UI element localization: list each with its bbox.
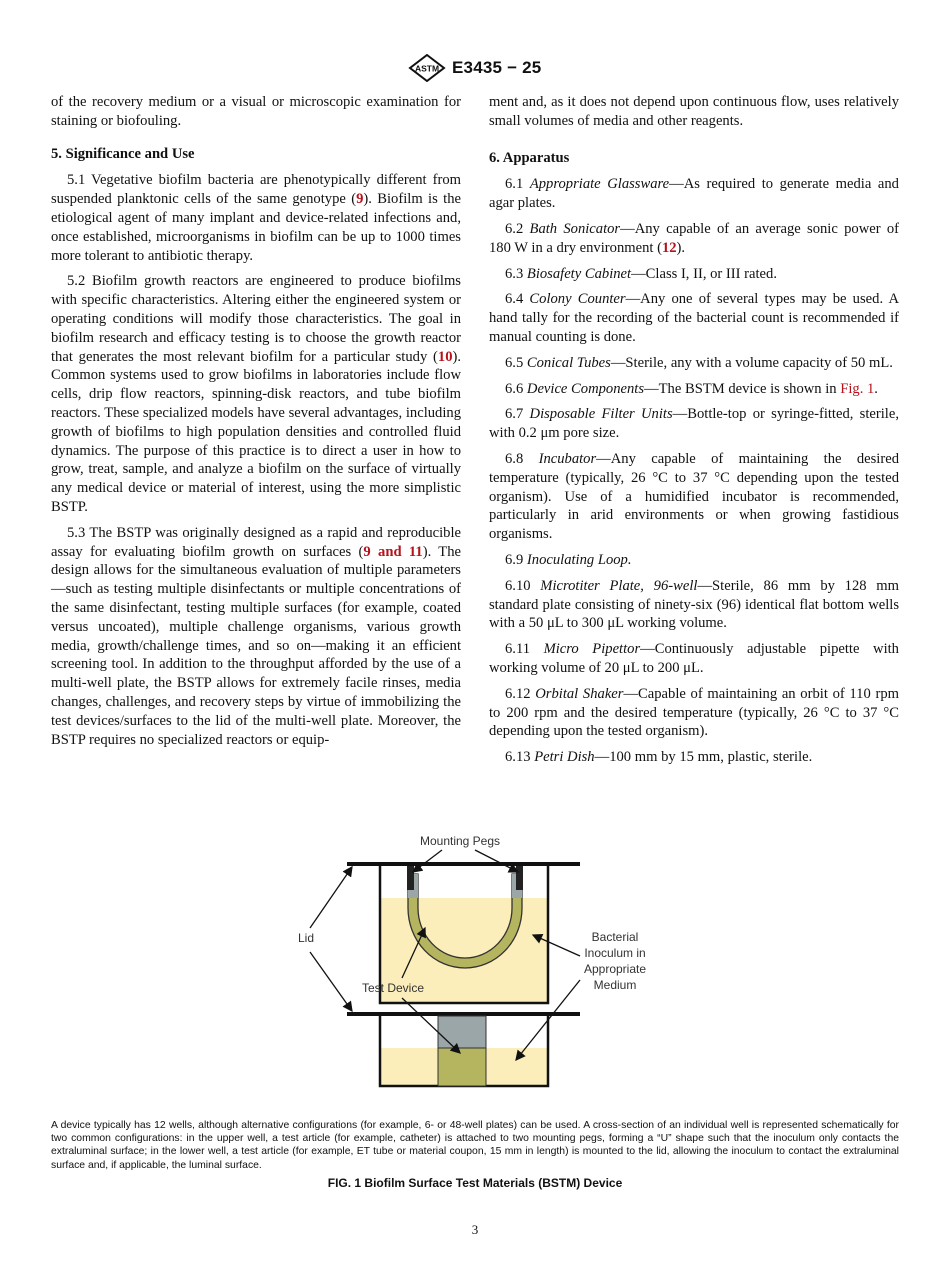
label-mounting-pegs: Mounting Pegs bbox=[419, 834, 501, 848]
right-column bbox=[489, 93, 899, 774]
item-term: Appropriate Glassware bbox=[529, 176, 670, 193]
item-term: Biosafety Cabinet bbox=[526, 265, 632, 282]
item-number: 6.6 bbox=[505, 380, 524, 397]
item-term: Disposable Filter Units bbox=[529, 406, 673, 423]
item-number: 6.1 bbox=[505, 176, 524, 193]
figure-link[interactable]: Fig. 1 bbox=[840, 380, 875, 397]
item-number: 6.13 bbox=[505, 749, 531, 766]
section-5-heading: 5. Significance and Use bbox=[51, 145, 195, 162]
label-bacterial-3: Appropriate bbox=[583, 962, 647, 976]
item-number: 6.4 bbox=[505, 291, 524, 308]
item-text-tail: ). bbox=[676, 239, 686, 256]
document-designation: E3435 − 25 bbox=[452, 58, 542, 77]
label-lid: Lid bbox=[298, 931, 315, 945]
paragraph-5-1: 5.1 Vegetative biofilm bacteria are phenotypically different from suspended planktonic cells of the same genotype (9). Biofilm is the etiological agent of many implant and device-related infections and, once established, microorganisms in biofilm can be up to 1000 times more tolerant to antibiotic therapy. bbox=[51, 172, 461, 264]
apparatus-item bbox=[489, 354, 899, 373]
section-6-heading: 6. Apparatus bbox=[489, 149, 570, 166]
apparatus-item bbox=[489, 220, 899, 258]
item-text-tail: . bbox=[874, 380, 878, 397]
apparatus-item bbox=[489, 405, 899, 443]
apparatus-item bbox=[489, 748, 899, 767]
label-bacterial-2: Inoculum in bbox=[584, 946, 646, 960]
item-term: Bath Sonicator bbox=[529, 220, 621, 237]
page-number: 3 bbox=[471, 1222, 479, 1237]
item-number: 6.7 bbox=[505, 406, 524, 423]
label-bacterial-1: Bacterial bbox=[591, 930, 639, 944]
item-text: —The BSTM device is shown in bbox=[644, 380, 841, 397]
test-device-lower bbox=[438, 1048, 486, 1086]
item-text: —Any capable of maintaining the desired temperature (typically, 26 °C to 37 °C depending upon the tested organism). Use of a humidified incubator is recommended, particularly in arid environments or when growing fastidious organisms. bbox=[489, 450, 899, 543]
reference-link[interactable]: 9 bbox=[356, 191, 364, 208]
item-text: —Any one of several types may be used. A hand tally for the recording of the bacterial count is recommended if manual counting is done. bbox=[489, 291, 899, 345]
figure-1-diagram bbox=[290, 828, 670, 1088]
figure-caption: A device typically has 12 wells, although alternative configurations (for example, 6- or 48-well plates) can be used. A cross-section of an individual well is represented schematically for two common configurations: in the upper well, a test article (for example, catheter) is attached to two mounting pegs, forming a “U” shape such that the inoculum only contacts the extraluminal surface; in the lower well, a test article (for example, ET tube or material coupon, 15 mm in length) is mounted to the lid, allowing the inoculum to contact the extraluminal surface and, if applicable, the luminal surface. bbox=[51, 1120, 899, 1171]
item-number: 6.11 bbox=[505, 641, 530, 658]
apparatus-item bbox=[489, 551, 899, 570]
mounting-peg bbox=[407, 866, 414, 890]
label-test-device: Test Device bbox=[362, 981, 425, 995]
item-number: 6.2 bbox=[505, 220, 524, 237]
item-term: Petri Dish bbox=[534, 749, 595, 766]
reference-link[interactable]: 9 and 11 bbox=[363, 543, 423, 560]
logo-text: ASTM bbox=[414, 63, 440, 74]
left-column bbox=[51, 93, 461, 756]
apparatus-item bbox=[489, 450, 899, 544]
item-term: Incubator bbox=[538, 450, 597, 467]
reference-link[interactable]: 12 bbox=[661, 239, 677, 256]
apparatus-item bbox=[489, 640, 899, 678]
item-text: —Capable of maintaining an orbit of 110 rpm to 200 rpm and the desired temperature (typically, 26 °C to 37 °C depending upon the tested organism). bbox=[489, 685, 899, 740]
astm-logo bbox=[408, 54, 446, 82]
apparatus-item bbox=[489, 685, 899, 741]
label-bacterial-4: Medium bbox=[593, 978, 637, 992]
paragraph-continued: of the recovery medium or a visual or microscopic examination for staining or biofouling. bbox=[51, 94, 461, 129]
apparatus-item bbox=[489, 380, 899, 399]
item-number: 6.10 bbox=[505, 577, 531, 594]
paragraph-continued: ment and, as it does not depend upon continuous flow, uses relatively small volumes of media and other reagents. bbox=[489, 94, 899, 129]
apparatus-list bbox=[489, 175, 899, 767]
item-text: —Bottle-top or syringe-fitted, sterile, with 0.2 μm pore size. bbox=[489, 406, 899, 442]
item-term: Conical Tubes bbox=[526, 354, 611, 371]
item-term: Orbital Shaker bbox=[535, 685, 624, 702]
item-text: —Sterile, 86 mm by 128 mm standard plate consisting of ninety-six (96) identical flat bottom wells with a 50 μL to 300 μL working volume. bbox=[489, 577, 899, 632]
item-number: 6.9 bbox=[505, 551, 524, 568]
test-device-upper bbox=[438, 1016, 486, 1048]
paragraph-5-3: 5.3 The BSTP was originally designed as a rapid and reproducible assay for evaluating biofilm growth on surfaces (9 and 11). The design allows for the simultaneous evaluation of multiple parameters—such as testing multiple disinfectants or multiple concentrations of the same disinfectant, testing multiple surfaces (for example, coated versus uncoated), multiple challenge organisms, various growth media, growth/challenge times, and so on—making it an efficient screening tool. In addition to the throughput afforded by the use of a multi-well plate, the BSTP allows for extremely facile rinses, media changes, challenges, and recovery steps by virtue of immobilizing the test devices/surfaces to the lid of the multi-well plate. Moreover, the BSTP requires no specialized reactors or equip- bbox=[51, 524, 461, 748]
apparatus-item bbox=[489, 290, 899, 346]
item-text: —Any capable of an average sonic power of 180 W in a dry environment ( bbox=[489, 220, 900, 256]
figure-title: FIG. 1 Biofilm Surface Test Materials (BSTM) Device bbox=[327, 1176, 623, 1190]
paragraph-5-2: 5.2 Biofilm growth reactors are engineered to produce biofilms with specific characteristics. Altering either the engineered system or operating conditions will modify those characteristics. The goal in biofilm research and efficacy testing is to choose the growth reactor that generates the most relevant biofilm for a particular study (10). Common systems used to grow biofilms in laboratories include flow cells, drip flow reactors, spinning-disk reactors, and tube biofilm reactors. These specialized models have several advantages, including growth of biofilms to high population densities and controlled fluid dynamics. The purpose of this practice is to direct a user in how to grow, treat, sample, and analyze a biofilm on the surface of virtually any medical device or material of interest, using the more simplistic BSTP. bbox=[51, 273, 461, 515]
apparatus-item bbox=[489, 577, 899, 633]
item-number: 6.12 bbox=[505, 685, 531, 702]
item-number: 6.3 bbox=[505, 265, 524, 282]
item-term: Colony Counter bbox=[529, 291, 626, 308]
item-text: —Sterile, any with a volume capacity of 50 mL. bbox=[610, 354, 893, 371]
item-text: —Class I, II, or III rated. bbox=[631, 265, 777, 282]
item-text: —100 mm by 15 mm, plastic, sterile. bbox=[594, 749, 813, 766]
item-number: 6.8 bbox=[505, 450, 524, 467]
item-number: 6.5 bbox=[505, 354, 524, 371]
item-term: Device Components bbox=[526, 380, 645, 397]
item-term: Microtiter Plate, 96-well bbox=[540, 577, 698, 594]
mounting-peg bbox=[516, 866, 523, 890]
apparatus-item bbox=[489, 175, 899, 213]
reference-link[interactable]: 10 bbox=[437, 348, 453, 365]
item-term: Micro Pipettor bbox=[543, 641, 641, 658]
apparatus-item bbox=[489, 265, 899, 284]
item-text: —As required to generate media and agar plates. bbox=[489, 176, 899, 212]
item-term: Inoculating Loop. bbox=[526, 551, 632, 568]
item-text: —Continuously adjustable pipette with working volume of 20 μL to 200 μL. bbox=[489, 641, 899, 676]
